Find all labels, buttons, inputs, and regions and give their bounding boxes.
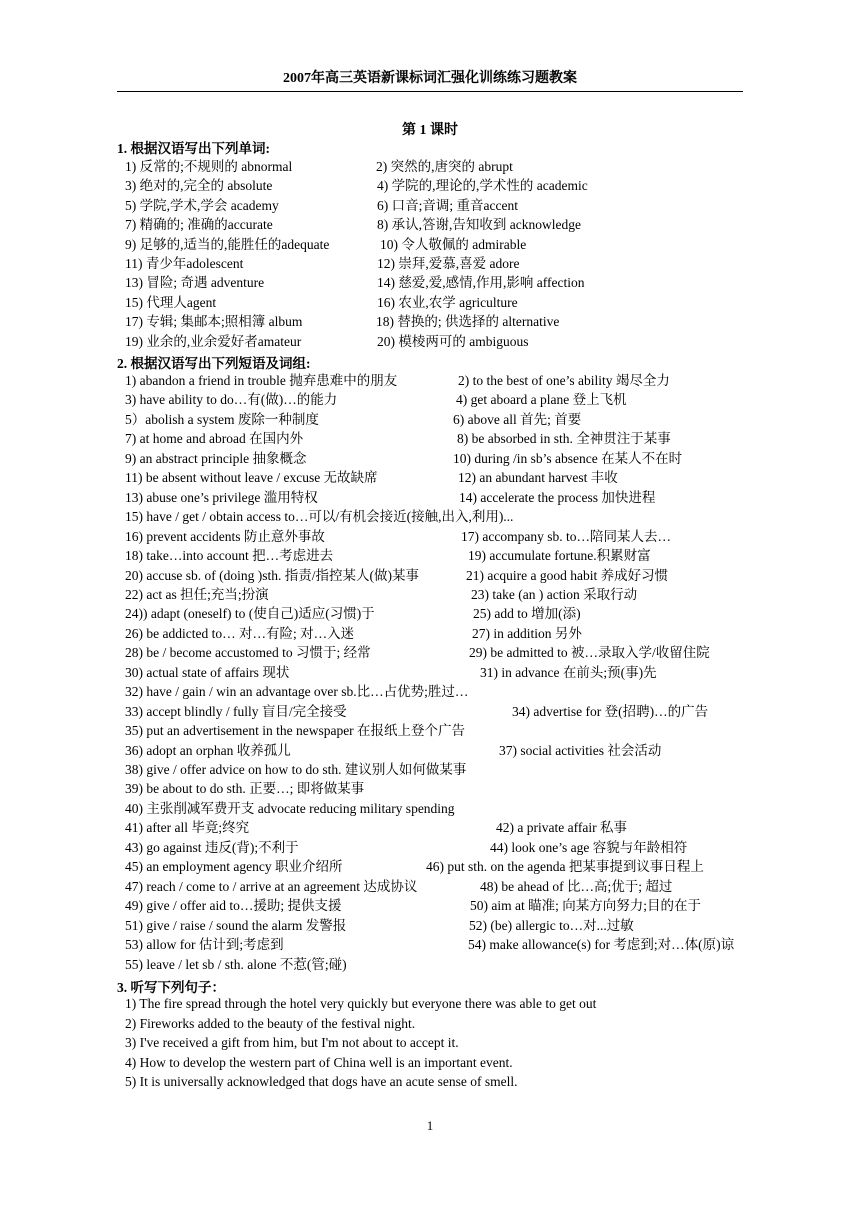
phrase-item: 31) in advance 在前头;预(事)先	[480, 664, 657, 680]
word-item: 7) 精确的; 准确的accurate	[125, 217, 273, 233]
phrase-item: 21) acquire a good habit 养成好习惯	[466, 567, 669, 583]
phrase-item: 33) accept blindly / fully 盲目/完全接受	[125, 703, 347, 719]
sentence-item: 5) It is universally acknowledged that dogs have an acute sense of smell.	[125, 1074, 518, 1089]
phrase-item: 52) (be) allergic to…对...过敏	[469, 917, 634, 933]
sentence-item: 1) The fire spread through the hotel very quickly but everyone there was able to get out	[125, 996, 597, 1011]
phrase-item: 8) be absorbed in sth. 全神贯注于某事	[457, 431, 671, 447]
phrase-item: 39) be about to do sth. 正要…; 即将做某事	[125, 781, 365, 797]
phrase-item: 36) adopt an orphan 收养孤儿	[125, 742, 291, 758]
phrase-item: 18) take…into account 把…考虑进去	[125, 548, 334, 564]
word-item: 14) 慈爱,爱,感情,作用,影响 affection	[377, 275, 585, 291]
section-1-heading: 1. 根据汉语写出下列单词:	[117, 141, 270, 156]
phrase-item: 11) be absent without leave / excuse 无故缺席	[125, 470, 378, 486]
section-2-heading: 2. 根据汉语写出下列短语及词组:	[117, 356, 311, 371]
word-item: 2) 突然的,唐突的 abrupt	[376, 159, 513, 174]
word-item: 1) 反常的;不规则的 abnormal	[125, 159, 293, 174]
phrase-item: 5）abolish a system 废除一种制度	[125, 411, 319, 427]
phrase-item: 1) abandon a friend in trouble 抛弃患难中的朋友	[125, 373, 398, 388]
phrase-item: 15) have / get / obtain access to…可以/有机会接近(接触,出入,利用)...	[125, 509, 514, 525]
sentence-item: 4) How to develop the western part of China well is an important event.	[125, 1054, 513, 1070]
phrase-item: 6) above all 首先; 首要	[453, 411, 582, 427]
phrase-item: 35) put an advertisement in the newspaper 在报纸上登个广告	[125, 723, 466, 739]
phrase-item: 17) accompany sb. to…陪同某人去…	[461, 528, 671, 544]
phrase-item: 22) act as 担任;充当;扮演	[125, 586, 269, 602]
phrase-item: 9) an abstract principle 抽象概念	[125, 450, 307, 466]
sentence-item: 3) I've received a gift from him, but I'm not about to accept it.	[125, 1035, 459, 1050]
phrase-item: 10) during /in sb’s absence 在某人不在时	[453, 450, 683, 466]
phrase-item: 46) put sth. on the agenda 把某事提到议事日程上	[426, 859, 704, 875]
phrase-item: 12) an abundant harvest 丰收	[458, 470, 618, 486]
phrase-item: 19) accumulate fortune.积累财富	[468, 548, 651, 564]
header-rule	[117, 91, 743, 92]
word-item: 3) 绝对的,完全的 absolute	[125, 178, 273, 194]
word-item: 17) 专辑; 集邮本;照相簿 album	[125, 314, 303, 330]
phrase-item: 20) accuse sb. of (doing )sth. 指责/指控某人(做)某事	[125, 567, 419, 583]
phrase-item: 28) be / become accustomed to 习惯于; 经常	[125, 645, 371, 661]
word-item: 19) 业余的,业余爱好者amateur	[125, 333, 302, 349]
word-item: 18) 替换的; 供选择的 alternative	[376, 314, 560, 330]
phrase-item: 54) make allowance(s) for 考虑到;对…体(原)谅	[468, 937, 735, 953]
phrase-item: 13) abuse one’s privilege 滥用特权	[125, 489, 318, 505]
phrase-item: 16) prevent accidents 防止意外事故	[125, 528, 325, 544]
phrase-item: 27) in addition 另外	[472, 625, 582, 641]
phrase-item: 38) give / offer advice on how to do sth. 建议别人如何做某事	[125, 762, 467, 777]
word-item: 20) 模棱两可的 ambiguous	[377, 333, 529, 349]
phrase-item: 26) be addicted to… 对…有险; 对…入迷	[125, 625, 355, 641]
phrase-item: 24)) adapt (oneself) to (使自己)适应(习惯)于	[125, 606, 375, 622]
phrase-item: 4) get aboard a plane 登上飞机	[456, 392, 627, 408]
phrase-item: 55) leave / let sb / sth. alone 不惹(管;碰)	[125, 956, 347, 972]
phrase-item: 3) have ability to do…有(做)…的能力	[125, 392, 338, 408]
phrase-item: 14) accelerate the process 加快进程	[459, 489, 656, 505]
word-item: 8) 承认,答谢,告知收到 acknowledge	[377, 217, 581, 233]
phrase-item: 42) a private affair 私事	[496, 820, 627, 836]
phrase-item: 29) be admitted to 被…录取入学/收留住院	[469, 645, 710, 661]
phrase-item: 23) take (an ) action 采取行动	[471, 586, 638, 602]
word-item: 6) 口音;音调; 重音accent	[377, 197, 518, 213]
section-3-heading: 3. 听写下列句子：	[117, 980, 225, 995]
phrase-item: 43) go against 违反(背);不利于	[125, 839, 299, 855]
phrase-item: 48) be ahead of 比…高;优于; 超过	[480, 878, 673, 894]
phrase-item: 34) advertise for 登(招聘)…的广告	[512, 703, 709, 719]
phrase-item: 49) give / offer aid to…援助; 提供支援	[125, 898, 342, 914]
phrase-item: 7) at home and abroad 在国内外	[125, 431, 304, 447]
phrase-item: 40) 主张削减军费开支 advocate reducing military spending	[125, 800, 455, 816]
phrase-item: 47) reach / come to / arrive at an agreement 达成协议	[125, 878, 418, 894]
phrase-item: 53) allow for 估计到;考虑到	[125, 937, 284, 953]
word-item: 5) 学院,学术,学会 academy	[125, 197, 279, 213]
lesson-title: 第 1 课时	[402, 123, 458, 138]
word-item: 9) 足够的,适当的,能胜任的adequate	[125, 236, 330, 252]
phrase-item: 41) after all 毕竟;终究	[125, 820, 250, 836]
word-item: 13) 冒险; 奇遇 adventure	[125, 275, 265, 291]
phrase-item: 51) give / raise / sound the alarm 发警报	[125, 917, 347, 933]
phrase-item: 25) add to 增加(添)	[473, 606, 581, 622]
word-item: 16) 农业,农学 agriculture	[377, 294, 518, 310]
word-item: 15) 代理人agent	[125, 294, 217, 310]
page-header-title: 2007年高三英语新课标词汇强化训练练习题教案	[283, 71, 577, 86]
phrase-item: 30) actual state of affairs 现状	[125, 664, 290, 680]
word-item: 12) 崇拜,爱慕,喜爱 adore	[377, 256, 520, 271]
word-item: 4) 学院的,理论的,学术性的 academic	[377, 178, 588, 194]
phrase-item: 32) have / gain / win an advantage over sb.比…占优势;胜过…	[125, 684, 469, 700]
phrase-item: 37) social activities 社会活动	[499, 742, 662, 758]
phrase-item: 2) to the best of one’s ability 竭尽全力	[458, 373, 670, 388]
page-number: 1	[426, 1118, 434, 1133]
phrase-item: 44) look one’s age 容貌与年龄相符	[490, 839, 688, 855]
word-item: 10) 令人敬佩的 admirable	[380, 236, 527, 252]
phrase-item: 45) an employment agency 职业介绍所	[125, 859, 343, 875]
phrase-item: 50) aim at 瞄准; 向某方向努力;目的在于	[470, 898, 701, 914]
word-item: 11) 青少年adolescent	[125, 256, 244, 271]
sentence-item: 2) Fireworks added to the beauty of the festival night.	[125, 1015, 416, 1031]
